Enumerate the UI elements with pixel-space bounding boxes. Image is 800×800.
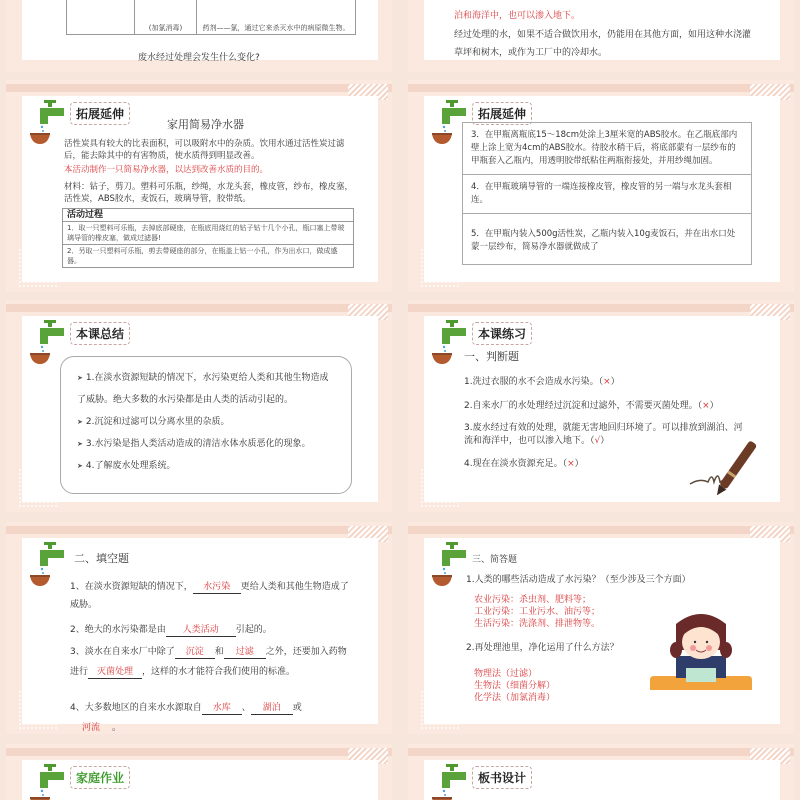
- header-title: 板书设计: [472, 766, 532, 789]
- slide-card: [22, 96, 378, 282]
- header-title: 本课总结: [70, 322, 130, 345]
- section-header: [30, 762, 190, 800]
- arrow-bullet-icon: ➤: [77, 462, 83, 470]
- slide-water-treatment-table: [6, 0, 392, 72]
- question-item: 3.废水经过有效的处理，就能无害地回归环境了。可以排放到湖泊、河流和海洋中，也可以渗入地下。（√）: [464, 423, 743, 446]
- answer-blank: 河流: [70, 723, 112, 734]
- process-header: 活动过程: [63, 209, 354, 222]
- slide-card: [424, 538, 780, 724]
- process-table: [62, 208, 354, 268]
- slide-extension-1: [6, 80, 392, 292]
- arrow-bullet-icon: ➤: [77, 440, 83, 448]
- summary-item: ➤ 2.沉淀和过滤可以分离水里的杂质。: [77, 417, 230, 427]
- cross-mark-icon: ×: [603, 377, 611, 387]
- slide-card: [22, 538, 378, 733]
- answer-blank: 湖泊: [251, 703, 293, 715]
- slide-homework: [6, 744, 392, 800]
- section-title: 一、判断题: [464, 350, 519, 363]
- fill-question-4: 4、大多数地区的自来水水源取自 水库 、 湖泊 或 河流 。: [70, 703, 302, 733]
- slide-board-design: [408, 744, 794, 800]
- fill-question-2: 2、绝大的水污染都是由 人类活动 引起的。: [70, 625, 272, 635]
- step-row: 3．在甲瓶离瓶底15～18cm处涂上3厘米宽的ABS胶水。在乙瓶底部内壁上涂上宽为4cm的ABS胶水。待胶水稍干后，将底部蒙有一层纱布的甲瓶套入乙瓶内，用透明胶带纸粘住两瓶衔接处，并用纱绳加固。: [463, 123, 751, 175]
- header-title: 家庭作业: [70, 766, 130, 789]
- girl-reading-illustration-icon: [646, 610, 756, 700]
- faucet-icon: [30, 762, 70, 800]
- slide-card: [22, 0, 378, 63]
- summary-item: ➤ 4.了解废水处理系统。: [77, 461, 176, 471]
- treatment-table: [66, 0, 356, 35]
- section-title: 三、简答题: [472, 555, 518, 565]
- slide-title: 家用简易净水器: [167, 118, 244, 131]
- table-cell-method: (加氯消毒): [135, 0, 197, 35]
- step-row: 4．在甲瓶玻璃导管的一端连接橡皮管，橡皮管的另一端与水龙头套相连。: [463, 175, 751, 214]
- fill-question-1: 1、在淡水资源短缺的情况下， 水污染 更给人类和其他生物造成了威胁。: [70, 582, 349, 610]
- answer-line: 化学法（加氯消毒）: [474, 693, 556, 703]
- slide-card: [424, 760, 780, 800]
- answer-blank: 灭菌处理: [88, 667, 142, 679]
- goal-text: 本活动制作一只简易净水器，以达到改善水质的目的。: [64, 165, 269, 175]
- materials-text: 材料：钻子，剪刀。塑料可乐瓶，纱绳，水龙头套，橡皮管，纱布，橡皮塞，活性炭，ABS胶水，麦饭石，玻璃导管，胶带纸。: [64, 182, 354, 204]
- answer-line: 生活污染：洗涤剂、排泄物等。: [474, 619, 601, 629]
- table-cell-desc: 药剂——氯，通过它来杀灭水中的病原微生物。: [197, 0, 356, 35]
- summary-item: ➤ 1.在淡水资源短缺的情况下，水污染更给人类和其他生物造成了威胁。绝大多数的水污染都是由人类的活动引起的。: [77, 373, 329, 405]
- slide-lesson-summary: [6, 300, 392, 512]
- answer-blank: 人类活动: [166, 625, 236, 637]
- answer-blank: 水库: [202, 703, 242, 715]
- section-header: [30, 540, 190, 580]
- slide-card: [424, 316, 780, 502]
- process-step: 2．另取一只塑料可乐瓶，剪去带硬座的部分，在瓶盖上钻一小孔，作为出水口，做成盛器。: [63, 245, 354, 268]
- section-title: 二、填空题: [74, 552, 129, 565]
- intro-text: 活性炭具有较大的比表面积，可以吸附水中的杂质。饮用水通过活性炭过滤后，能去除其中的有害物质，使水质得到明显改善。: [64, 139, 345, 161]
- answer-line: 农业污染：杀虫剂、肥料等；: [474, 595, 592, 605]
- section-header: [432, 762, 592, 800]
- slide-extension-2: [408, 80, 794, 292]
- answer-blank: 过滤: [224, 647, 266, 659]
- slide-card: [22, 316, 378, 502]
- question-item: 1.洗过衣服的水不会造成水污染。（×）: [464, 377, 620, 387]
- answer-line: 生物法（细菌分解）: [474, 681, 556, 691]
- slide-card: [22, 760, 378, 800]
- arrow-bullet-icon: ➤: [77, 418, 83, 426]
- cut-line-text: 泊和海洋中，也可以渗入地下。: [454, 11, 581, 21]
- slide-practice-judgement: [408, 300, 794, 512]
- answer-line: 工业污染：工业污水、油污等；: [474, 607, 601, 617]
- short-question-2: 2.再处理池里，净化运用了什么方法？: [466, 643, 619, 653]
- answer-blank: 沉淀: [175, 647, 215, 659]
- steps-table: [462, 122, 752, 265]
- paragraph-text: 经过处理的水，如果不适合做饮用水，仍能用在其他方面，如用这种水浇灌草坪和树木，或作为工厂中的冷却水。: [454, 30, 752, 58]
- faucet-icon: [30, 540, 70, 586]
- slide-treated-water-use: [408, 0, 794, 72]
- summary-item: ➤ 3.水污染是指人类活动造成的清洁水体水质恶化的现象。: [77, 439, 311, 449]
- fill-question-3: 3、淡水在自来水厂中除了 沉淀 和 过滤 之外，还要加入药物进行 灭菌处理 ，这样的水才能符合我们使用的标准。: [70, 647, 347, 677]
- header-title: 拓展延伸: [472, 102, 532, 125]
- section-header: [30, 98, 190, 138]
- faucet-icon: [432, 762, 472, 800]
- question-item: 4.现在在淡水资源充足。（×）: [464, 459, 584, 469]
- pen-illustration-icon: [686, 426, 766, 496]
- process-step: 1．取一只塑料可乐瓶，去掉底部硬座，在瓶底用烧红的钻子钻十几个小孔，瓶口塞上带玻璃导管的橡皮塞，做成过滤器!: [63, 222, 354, 245]
- table-cell-empty: [67, 0, 135, 35]
- arrow-bullet-icon: ➤: [77, 374, 83, 382]
- header-title: 拓展延伸: [70, 102, 130, 125]
- header-title: 本课练习: [472, 322, 532, 345]
- answer-blank: 水污染: [193, 582, 241, 594]
- check-mark-icon: √: [594, 436, 601, 446]
- cross-mark-icon: ×: [702, 401, 710, 411]
- question-text: 废水经过处理会发生什么变化?: [138, 53, 260, 63]
- step-row: 5．在甲瓶内装入500g活性炭，乙瓶内装入10g麦饭石，并在出水口处蒙一层纱布，简易净水器就做成了: [471, 229, 736, 252]
- slide-card: [424, 0, 780, 60]
- cross-mark-icon: ×: [567, 459, 575, 469]
- short-question-1: 1.人类的哪些活动造成了水污染？（至少涉及三个方面）: [466, 575, 691, 585]
- question-item: 2.自来水厂的水处理经过沉淀和过滤外，不需要灭菌处理。（×）: [464, 401, 719, 411]
- faucet-icon: [30, 318, 70, 364]
- slide-practice-fill-blank: [6, 522, 392, 734]
- slide-card: [424, 96, 780, 282]
- slide-practice-short-answer: [408, 522, 794, 734]
- summary-box: [60, 356, 352, 494]
- section-header: [30, 318, 190, 358]
- answer-line: 物理法（过滤）: [474, 669, 538, 679]
